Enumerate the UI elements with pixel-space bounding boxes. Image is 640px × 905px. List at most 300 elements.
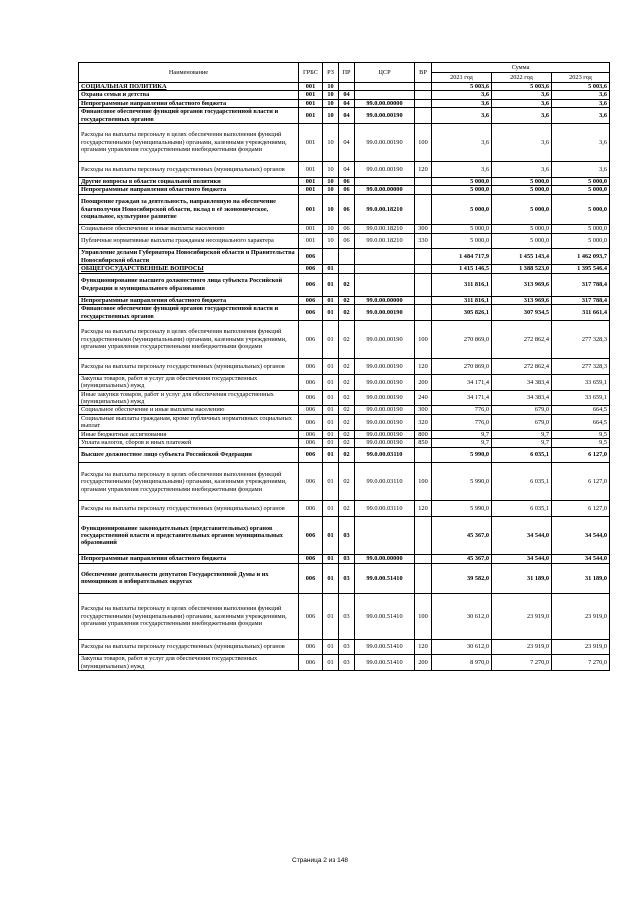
- table-row: [79, 463, 610, 501]
- row-name: Социальное обеспечение и иные выплаты населению: [79, 225, 299, 233]
- row-sum-2021: 270 869,0: [432, 359, 492, 375]
- row-sum-2021: 776,0: [432, 414, 492, 430]
- row-grbs: 006: [299, 414, 323, 430]
- row-sum-2023: 31 189,0: [552, 563, 610, 594]
- row-rz: 01: [323, 555, 339, 563]
- row-csr: [355, 249, 415, 265]
- row-csr: 99.0.00.18210: [355, 225, 415, 233]
- col-header-pr: ПР: [339, 63, 355, 83]
- row-name: Расходы на выплаты персоналу в целях обеспечения выполнения функций государственными (муниципальными) органами, казенными учреждениями, органами управления государственными внебюджетными фондами: [79, 124, 299, 162]
- row-pr: 02: [339, 406, 355, 414]
- row-name: Расходы на выплаты персоналу государственных (муниципальных) органов: [79, 162, 299, 178]
- table-row: [79, 194, 610, 225]
- row-sum-2022: 679,0: [492, 406, 552, 414]
- row-grbs: 001: [299, 186, 323, 194]
- row-vr: [415, 249, 432, 265]
- row-rz: 10: [323, 108, 339, 124]
- table-row: [79, 177, 610, 185]
- row-vr: [415, 296, 432, 304]
- row-rz: 10: [323, 186, 339, 194]
- row-pr: 03: [339, 594, 355, 639]
- row-name: Расходы на выплаты персоналу государственных (муниципальных) органов: [79, 639, 299, 655]
- row-grbs: 006: [299, 555, 323, 563]
- row-sum-2022: 5 000,0: [492, 225, 552, 233]
- row-name: Расходы на выплаты персоналу в целях обеспечения выполнения функций государственными (муниципальными) органами, казенными учреждениями, органами управления государственными внебюджетными фондами: [79, 594, 299, 639]
- row-name: Иные бюджетные ассигнования: [79, 430, 299, 438]
- row-sum-2022: 34 544,0: [492, 517, 552, 555]
- row-sum-2021: 5 990,0: [432, 463, 492, 501]
- row-sum-2023: 3,6: [552, 108, 610, 124]
- row-csr: 99.0.00.51410: [355, 655, 415, 671]
- row-vr: [415, 91, 432, 99]
- row-rz: 01: [323, 359, 339, 375]
- row-rz: 01: [323, 374, 339, 390]
- row-name: Закупка товаров, работ и услуг для обеспечения государственных (муниципальных) нужд: [79, 374, 299, 390]
- row-vr: [415, 99, 432, 107]
- table-row: [79, 249, 610, 265]
- row-pr: 06: [339, 225, 355, 233]
- row-name: Непрограммные направления областного бюджета: [79, 555, 299, 563]
- row-pr: 04: [339, 162, 355, 178]
- row-csr: 99.0.00.00190: [355, 305, 415, 321]
- table-row: [79, 390, 610, 406]
- table-row: [79, 406, 610, 414]
- row-grbs: 001: [299, 83, 323, 91]
- row-csr: [355, 91, 415, 99]
- row-rz: 01: [323, 406, 339, 414]
- table-row: [79, 273, 610, 296]
- row-pr: [339, 249, 355, 265]
- row-grbs: 001: [299, 124, 323, 162]
- col-header-name: Наименование: [79, 63, 299, 83]
- row-sum-2023: 5 000,0: [552, 225, 610, 233]
- row-grbs: 001: [299, 162, 323, 178]
- row-vr: [415, 563, 432, 594]
- row-pr: 02: [339, 305, 355, 321]
- row-vr: 850: [415, 439, 432, 447]
- table-row: [79, 414, 610, 430]
- row-vr: [415, 555, 432, 563]
- row-pr: 02: [339, 374, 355, 390]
- row-sum-2021: 34 171,4: [432, 374, 492, 390]
- row-vr: [415, 186, 432, 194]
- table-row: [79, 359, 610, 375]
- row-grbs: 006: [299, 447, 323, 463]
- row-sum-2023: 5 000,0: [552, 177, 610, 185]
- row-sum-2022: 9,7: [492, 430, 552, 438]
- row-vr: [415, 83, 432, 91]
- row-grbs: 006: [299, 406, 323, 414]
- row-sum-2022: 6 035,1: [492, 463, 552, 501]
- row-pr: 03: [339, 655, 355, 671]
- row-sum-2022: 679,0: [492, 414, 552, 430]
- row-pr: 02: [339, 321, 355, 359]
- row-sum-2021: 5 990,0: [432, 447, 492, 463]
- row-sum-2021: 776,0: [432, 406, 492, 414]
- row-name: Функционирование высшего должностного лица субъекта Российской Федерации и муниципального образования: [79, 273, 299, 296]
- row-sum-2022: 3,6: [492, 99, 552, 107]
- row-sum-2023: 33 659,1: [552, 374, 610, 390]
- table-row: [79, 501, 610, 517]
- row-name: Поощрение граждан за деятельность, направленную на обеспечение благополучия Новосибирской области, вклад в её экономическое, социальное, культурное развитие: [79, 194, 299, 225]
- row-pr: 04: [339, 124, 355, 162]
- col-header-2023: 2023 год: [552, 73, 610, 83]
- row-rz: 01: [323, 594, 339, 639]
- table-row: [79, 555, 610, 563]
- row-pr: 02: [339, 273, 355, 296]
- row-rz: 01: [323, 265, 339, 273]
- row-name: Расходы на выплаты персоналу государственных (муниципальных) органов: [79, 501, 299, 517]
- row-vr: [415, 273, 432, 296]
- row-csr: 99.0.00.18210: [355, 194, 415, 225]
- row-csr: [355, 265, 415, 273]
- col-header-sum: Сумма: [432, 63, 610, 73]
- row-sum-2023: 5 003,6: [552, 83, 610, 91]
- row-grbs: 006: [299, 265, 323, 273]
- row-grbs: 006: [299, 296, 323, 304]
- row-grbs: 006: [299, 655, 323, 671]
- row-csr: 99.0.00.51410: [355, 594, 415, 639]
- row-sum-2022: 272 862,4: [492, 359, 552, 375]
- row-vr: [415, 305, 432, 321]
- row-vr: [415, 447, 432, 463]
- row-csr: 99.0.00.51410: [355, 639, 415, 655]
- row-rz: 01: [323, 414, 339, 430]
- row-grbs: 001: [299, 108, 323, 124]
- row-pr: [339, 265, 355, 273]
- row-pr: 03: [339, 563, 355, 594]
- row-sum-2022: 34 544,0: [492, 555, 552, 563]
- row-sum-2023: 33 659,1: [552, 390, 610, 406]
- row-name: Расходы на выплаты персоналу государственных (муниципальных) органов: [79, 359, 299, 375]
- row-sum-2023: 3,6: [552, 162, 610, 178]
- row-sum-2023: 3,6: [552, 99, 610, 107]
- row-sum-2022: 5 000,0: [492, 186, 552, 194]
- row-vr: 100: [415, 321, 432, 359]
- col-header-2021: 2021 год: [432, 73, 492, 83]
- row-csr: 99.0.00.03110: [355, 501, 415, 517]
- row-grbs: 001: [299, 233, 323, 249]
- budget-table: [78, 62, 610, 671]
- row-csr: [355, 177, 415, 185]
- row-csr: 99.0.00.51410: [355, 563, 415, 594]
- row-vr: 100: [415, 463, 432, 501]
- row-rz: 10: [323, 177, 339, 185]
- row-sum-2022: 34 383,4: [492, 390, 552, 406]
- row-sum-2021: 39 582,0: [432, 563, 492, 594]
- row-grbs: 001: [299, 91, 323, 99]
- row-csr: 99.0.00.03110: [355, 463, 415, 501]
- row-sum-2021: 8 970,0: [432, 655, 492, 671]
- row-name: Уплата налогов, сборов и иных платежей: [79, 439, 299, 447]
- row-sum-2022: 5 000,0: [492, 194, 552, 225]
- row-vr: 320: [415, 414, 432, 430]
- row-csr: 99.0.00.00000: [355, 296, 415, 304]
- col-header-2022: 2022 год: [492, 73, 552, 83]
- row-sum-2021: 311 816,1: [432, 296, 492, 304]
- row-sum-2022: 313 969,6: [492, 296, 552, 304]
- table-row: [79, 430, 610, 438]
- row-sum-2021: 3,6: [432, 162, 492, 178]
- row-grbs: 006: [299, 439, 323, 447]
- row-rz: 01: [323, 517, 339, 555]
- row-pr: 02: [339, 430, 355, 438]
- row-sum-2021: 5 000,0: [432, 233, 492, 249]
- row-sum-2021: 9,7: [432, 430, 492, 438]
- row-rz: 01: [323, 439, 339, 447]
- row-name: Непрограммные направления областного бюджета: [79, 186, 299, 194]
- row-name: Социальные выплаты гражданам, кроме публичных нормативных социальных выплат: [79, 414, 299, 430]
- row-vr: [415, 177, 432, 185]
- row-rz: 10: [323, 91, 339, 99]
- row-sum-2023: 6 127,0: [552, 501, 610, 517]
- table-row: [79, 439, 610, 447]
- row-pr: 02: [339, 414, 355, 430]
- row-csr: 99.0.00.00190: [355, 162, 415, 178]
- row-vr: [415, 108, 432, 124]
- row-rz: 01: [323, 296, 339, 304]
- row-csr: 99.0.00.00190: [355, 430, 415, 438]
- row-sum-2022: 5 000,0: [492, 233, 552, 249]
- row-sum-2021: 5 000,0: [432, 177, 492, 185]
- row-sum-2021: 3,6: [432, 91, 492, 99]
- row-sum-2023: 1 395 546,4: [552, 265, 610, 273]
- row-grbs: 006: [299, 594, 323, 639]
- row-name: Расходы на выплаты персоналу в целях обеспечения выполнения функций государственными (муниципальными) органами, казенными учреждениями, органами управления государственными внебюджетными фондами: [79, 463, 299, 501]
- row-rz: 01: [323, 447, 339, 463]
- row-csr: 99.0.00.00190: [355, 374, 415, 390]
- row-pr: 06: [339, 186, 355, 194]
- table-row: [79, 225, 610, 233]
- row-pr: 02: [339, 463, 355, 501]
- row-sum-2021: 3,6: [432, 99, 492, 107]
- row-sum-2022: 6 035,1: [492, 501, 552, 517]
- row-sum-2023: 317 788,4: [552, 296, 610, 304]
- row-pr: 04: [339, 99, 355, 107]
- row-sum-2021: 5 000,0: [432, 186, 492, 194]
- row-vr: [415, 194, 432, 225]
- row-vr: 120: [415, 501, 432, 517]
- table-row: [79, 108, 610, 124]
- row-csr: [355, 83, 415, 91]
- table-row: [79, 186, 610, 194]
- row-csr: 99.0.00.00190: [355, 108, 415, 124]
- col-header-rz: РЗ: [323, 63, 339, 83]
- row-sum-2023: 277 328,3: [552, 321, 610, 359]
- row-rz: 10: [323, 124, 339, 162]
- row-sum-2023: 5 000,0: [552, 194, 610, 225]
- row-pr: 02: [339, 447, 355, 463]
- row-sum-2023: 3,6: [552, 124, 610, 162]
- row-pr: 02: [339, 359, 355, 375]
- table-row: [79, 655, 610, 671]
- table-row: [79, 233, 610, 249]
- table-row: [79, 162, 610, 178]
- row-rz: 10: [323, 225, 339, 233]
- row-name: Финансовое обеспечение функций органов государственной власти и государственных органов: [79, 305, 299, 321]
- row-grbs: 006: [299, 390, 323, 406]
- table-row: [79, 639, 610, 655]
- table-row: [79, 91, 610, 99]
- row-grbs: 006: [299, 563, 323, 594]
- table-row: [79, 517, 610, 555]
- row-pr: 03: [339, 555, 355, 563]
- table-row: [79, 296, 610, 304]
- row-vr: 100: [415, 124, 432, 162]
- row-grbs: 001: [299, 99, 323, 107]
- row-grbs: 006: [299, 359, 323, 375]
- row-sum-2022: 3,6: [492, 91, 552, 99]
- row-name: Иные закупки товаров, работ и услуг для обеспечения государственных (муниципальных) нужд: [79, 390, 299, 406]
- row-csr: [355, 517, 415, 555]
- row-grbs: 001: [299, 225, 323, 233]
- row-sum-2023: 277 328,3: [552, 359, 610, 375]
- row-name: Закупка товаров, работ и услуг для обеспечения государственных (муниципальных) нужд: [79, 655, 299, 671]
- row-sum-2021: 270 869,0: [432, 321, 492, 359]
- row-vr: 200: [415, 655, 432, 671]
- row-sum-2023: 1 462 093,7: [552, 249, 610, 265]
- row-sum-2021: 3,6: [432, 108, 492, 124]
- col-header-vr: ВР: [415, 63, 432, 83]
- row-pr: 02: [339, 390, 355, 406]
- row-sum-2023: 23 919,0: [552, 639, 610, 655]
- table-row: [79, 99, 610, 107]
- row-sum-2023: 9,5: [552, 439, 610, 447]
- row-vr: 330: [415, 233, 432, 249]
- table-row: [79, 563, 610, 594]
- row-pr: 03: [339, 639, 355, 655]
- row-sum-2021: 30 612,0: [432, 639, 492, 655]
- row-sum-2021: 9,7: [432, 439, 492, 447]
- row-grbs: 006: [299, 305, 323, 321]
- row-rz: 10: [323, 99, 339, 107]
- row-sum-2021: 1 415 146,5: [432, 265, 492, 273]
- row-name: Охрана семьи и детства: [79, 91, 299, 99]
- row-sum-2023: 34 544,0: [552, 517, 610, 555]
- row-sum-2021: 5 990,0: [432, 501, 492, 517]
- row-pr: 06: [339, 177, 355, 185]
- row-vr: 120: [415, 162, 432, 178]
- row-rz: 01: [323, 501, 339, 517]
- row-rz: 10: [323, 194, 339, 225]
- row-rz: 01: [323, 655, 339, 671]
- row-name: ОБЩЕГОСУДАРСТВЕННЫЕ ВОПРОСЫ: [79, 265, 299, 273]
- row-name: Финансовое обеспечение функций органов государственной власти и государственных органов: [79, 108, 299, 124]
- row-sum-2021: 1 484 717,9: [432, 249, 492, 265]
- row-name: Расходы на выплаты персоналу в целях обеспечения выполнения функций государственными (муниципальными) органами, казенными учреждениями, органами управления государственными внебюджетными фондами: [79, 321, 299, 359]
- row-sum-2022: 272 862,4: [492, 321, 552, 359]
- row-csr: 99.0.00.00000: [355, 99, 415, 107]
- row-sum-2023: 5 000,0: [552, 186, 610, 194]
- row-sum-2022: 7 270,0: [492, 655, 552, 671]
- row-sum-2022: 23 919,0: [492, 639, 552, 655]
- row-csr: [355, 273, 415, 296]
- row-sum-2023: 317 788,4: [552, 273, 610, 296]
- row-grbs: 006: [299, 430, 323, 438]
- table-row: [79, 124, 610, 162]
- row-vr: [415, 265, 432, 273]
- row-csr: 99.0.00.00000: [355, 186, 415, 194]
- row-sum-2021: 5 000,0: [432, 225, 492, 233]
- row-grbs: 006: [299, 273, 323, 296]
- table-row: [79, 83, 610, 91]
- table-row: [79, 265, 610, 273]
- row-sum-2023: 7 270,0: [552, 655, 610, 671]
- row-rz: 01: [323, 305, 339, 321]
- row-rz: [323, 249, 339, 265]
- row-rz: 01: [323, 563, 339, 594]
- row-grbs: 006: [299, 639, 323, 655]
- row-vr: 240: [415, 390, 432, 406]
- row-sum-2021: 45 367,0: [432, 555, 492, 563]
- row-sum-2023: 23 919,0: [552, 594, 610, 639]
- col-header-grbs: ГРБС: [299, 63, 323, 83]
- row-sum-2023: 311 661,4: [552, 305, 610, 321]
- row-grbs: 001: [299, 194, 323, 225]
- row-csr: 99.0.00.00190: [355, 390, 415, 406]
- row-sum-2023: 6 127,0: [552, 447, 610, 463]
- row-sum-2021: 5 003,6: [432, 83, 492, 91]
- row-grbs: 006: [299, 517, 323, 555]
- row-rz: 10: [323, 233, 339, 249]
- row-vr: 100: [415, 594, 432, 639]
- row-vr: 300: [415, 406, 432, 414]
- row-sum-2023: 5 000,0: [552, 233, 610, 249]
- row-pr: [339, 83, 355, 91]
- row-sum-2021: 305 826,1: [432, 305, 492, 321]
- row-grbs: 006: [299, 249, 323, 265]
- row-csr: 99.0.00.00190: [355, 359, 415, 375]
- table-row: [79, 321, 610, 359]
- row-csr: 99.0.00.18210: [355, 233, 415, 249]
- row-grbs: 001: [299, 177, 323, 185]
- row-sum-2022: 5 003,6: [492, 83, 552, 91]
- row-vr: 200: [415, 374, 432, 390]
- row-sum-2022: 34 383,4: [492, 374, 552, 390]
- row-rz: 01: [323, 321, 339, 359]
- row-pr: 04: [339, 91, 355, 99]
- row-rz: 10: [323, 83, 339, 91]
- row-name: Социальное обеспечение и иные выплаты населению: [79, 406, 299, 414]
- row-sum-2021: 30 612,0: [432, 594, 492, 639]
- row-pr: 02: [339, 296, 355, 304]
- row-sum-2021: 311 816,1: [432, 273, 492, 296]
- row-sum-2022: 3,6: [492, 108, 552, 124]
- row-pr: 02: [339, 501, 355, 517]
- row-rz: 01: [323, 273, 339, 296]
- table-body: [79, 83, 610, 671]
- row-sum-2022: 3,6: [492, 162, 552, 178]
- row-sum-2021: 45 367,0: [432, 517, 492, 555]
- row-csr: 99.0.00.00190: [355, 439, 415, 447]
- row-pr: 03: [339, 517, 355, 555]
- row-vr: 120: [415, 359, 432, 375]
- row-sum-2023: 9,5: [552, 430, 610, 438]
- row-rz: 10: [323, 162, 339, 178]
- row-sum-2022: 1 455 143,4: [492, 249, 552, 265]
- row-sum-2021: 3,6: [432, 124, 492, 162]
- row-sum-2022: 5 000,0: [492, 177, 552, 185]
- row-name: Непрограммные направления областного бюджета: [79, 99, 299, 107]
- row-csr: 99.0.00.03110: [355, 447, 415, 463]
- row-csr: 99.0.00.00190: [355, 124, 415, 162]
- row-sum-2022: 313 969,6: [492, 273, 552, 296]
- row-pr: 02: [339, 439, 355, 447]
- row-grbs: 006: [299, 374, 323, 390]
- row-sum-2023: 6 127,0: [552, 463, 610, 501]
- row-vr: 300: [415, 225, 432, 233]
- row-sum-2022: 307 934,5: [492, 305, 552, 321]
